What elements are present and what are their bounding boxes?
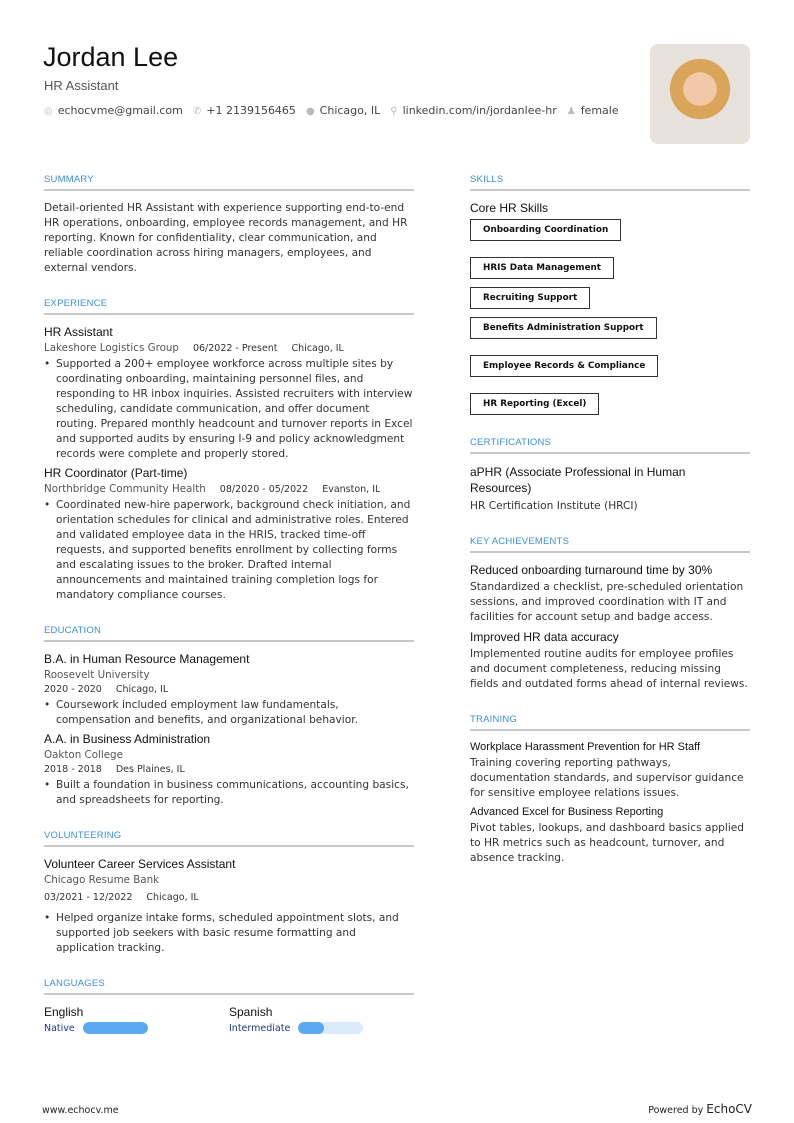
volunteering-section bbox=[44, 830, 414, 956]
skill-tag: Benefits Administration Support bbox=[470, 317, 657, 339]
location: Des Plaines, IL bbox=[115, 764, 185, 775]
profile-photo bbox=[650, 44, 750, 144]
certification-issuer: HR Certification Institute (HRCI) bbox=[470, 500, 638, 512]
section-heading: SUMMARY bbox=[44, 174, 414, 191]
location-icon: ● bbox=[305, 106, 315, 117]
skill-tag: Onboarding Coordination bbox=[470, 219, 621, 241]
achievements-section bbox=[470, 536, 750, 692]
contact-phone[interactable]: ✆ +1 2139156465 bbox=[192, 104, 296, 117]
at-icon: ◎ bbox=[44, 106, 53, 117]
training-text: Pivot tables, lookups, and dashboard basics applied to HR metrics such as headcount, turnover, and absence tracking. bbox=[470, 822, 745, 864]
section-heading: EXPERIENCE bbox=[44, 298, 414, 315]
achievement-text: Implemented routine audits for employee profiles and document completeness, reducing missing fields and outdated forms ahead of internal reviews. bbox=[470, 648, 748, 690]
candidate-name: Jordan Lee bbox=[43, 42, 179, 72]
company: Northbridge Community Health bbox=[44, 483, 206, 495]
bullet: • Coursework included employment law fundamentals, compensation and benefits, and organizational behavior. bbox=[44, 698, 414, 728]
dates: 2018 - 2018 bbox=[44, 764, 102, 775]
certifications-section bbox=[470, 437, 750, 514]
location: Chicago, IL bbox=[146, 892, 199, 903]
experience-item bbox=[44, 325, 414, 462]
skill-group: Core HR Skills bbox=[470, 201, 549, 215]
section-heading: LANGUAGES bbox=[44, 978, 414, 995]
brand-logo: EchoCV bbox=[706, 1102, 752, 1116]
job-role: HR Assistant bbox=[44, 325, 113, 339]
organization: Chicago Resume Bank bbox=[44, 874, 160, 886]
training-section bbox=[470, 714, 750, 866]
candidate-title: HR Assistant bbox=[44, 78, 119, 93]
language-item bbox=[229, 1005, 414, 1034]
achievement-title: Reduced onboarding turnaround time by 30% bbox=[470, 563, 713, 577]
language-level: Intermediate bbox=[229, 1022, 291, 1034]
summary-section bbox=[44, 174, 414, 276]
degree: A.A. in Business Administration bbox=[44, 732, 211, 746]
education-item bbox=[44, 732, 414, 808]
location: Chicago, IL bbox=[115, 684, 169, 695]
location: Evanston, IL bbox=[322, 484, 381, 495]
training-title: Workplace Harassment Prevention for HR Staff bbox=[470, 741, 701, 753]
proficiency-bar bbox=[298, 1022, 363, 1034]
experience-section bbox=[44, 298, 414, 603]
education-item bbox=[44, 652, 414, 728]
section-heading: VOLUNTEERING bbox=[44, 830, 414, 847]
dates: 06/2022 - Present bbox=[192, 343, 278, 354]
skill-tag: Employee Records & Compliance bbox=[470, 355, 658, 377]
language-name: Spanish bbox=[229, 1005, 273, 1019]
right-column bbox=[470, 174, 750, 888]
job-role: HR Coordinator (Part-time) bbox=[44, 466, 188, 480]
link-icon: ⚲ bbox=[390, 106, 398, 117]
company: Lakeshore Logistics Group bbox=[44, 342, 179, 354]
language-name: English bbox=[44, 1005, 84, 1019]
proficiency-bar bbox=[83, 1022, 148, 1034]
school: Oakton College bbox=[44, 749, 123, 761]
language-level: Native bbox=[44, 1022, 75, 1034]
degree: B.A. in Human Resource Management bbox=[44, 652, 250, 666]
section-heading: KEY ACHIEVEMENTS bbox=[470, 536, 750, 553]
bullet: • Coordinated new-hire paperwork, background check initiation, and orientation schedules for clinical and administrative roles. Entered and validated employee data in the HRIS, tracked time-off requests, and supported benefits enrollment by collecting forms and escalating issues to the broker. Drafted internal announcements and maintained training completion logs for mandatory compliance courses. bbox=[44, 498, 414, 603]
achievement-title: Improved HR data accuracy bbox=[470, 630, 619, 644]
skill-tag: HRIS Data Management bbox=[470, 257, 614, 279]
left-column bbox=[44, 174, 414, 1056]
phone-icon: ✆ bbox=[192, 106, 202, 117]
dates: 08/2020 - 05/2022 bbox=[219, 484, 309, 495]
contact-linkedin[interactable]: ⚲ linkedin.com/in/jordanlee-hr bbox=[390, 104, 557, 117]
school: Roosevelt University bbox=[44, 669, 150, 681]
volunteer-role: Volunteer Career Services Assistant bbox=[44, 857, 236, 871]
training-title: Advanced Excel for Business Reporting bbox=[470, 806, 664, 818]
summary-text: Detail-oriented HR Assistant with experience supporting end-to-end HR operations, onboarding, employee records management, and HR reporting. Known for confidentiality, clear communication, and reliable coordination across hiring managers, employees, and external vendors. bbox=[44, 202, 408, 274]
bullet: • Helped organize intake forms, scheduled appointment slots, and supported job seekers with basic resume formatting and application tracking. bbox=[44, 911, 414, 956]
language-item bbox=[44, 1005, 229, 1034]
experience-item bbox=[44, 466, 414, 603]
section-heading: EDUCATION bbox=[44, 625, 414, 642]
education-section bbox=[44, 625, 414, 808]
section-heading: SKILLS bbox=[470, 174, 750, 191]
bullet: • Supported a 200+ employee workforce across multiple sites by coordinating onboarding, maintaining personnel files, and responding to HR inbox inquiries. Assisted recruiters with interview scheduling, candidate communication, and offer document routing. Prepared monthly headcount and turnover reports in Excel and supported audits by ensuring I-9 and policy acknowledgment records were complete and properly stored. bbox=[44, 357, 414, 462]
skills-section bbox=[470, 174, 750, 415]
contact-email[interactable]: ◎ echocvme@gmail.com bbox=[44, 104, 183, 117]
contact-gender: ♟ female bbox=[566, 104, 619, 117]
section-heading: TRAINING bbox=[470, 714, 750, 731]
skill-tag: HR Reporting (Excel) bbox=[470, 393, 599, 415]
location: Chicago, IL bbox=[291, 343, 344, 354]
achievement-text: Standardized a checklist, pre-scheduled orientation sessions, and improved coordination with IT and facilities for account setup and badge access. bbox=[470, 581, 744, 623]
footer-powered-by: Powered by EchoCV bbox=[648, 1102, 752, 1116]
dates: 2020 - 2020 bbox=[44, 684, 102, 695]
bullet: • Built a foundation in business communications, accounting basics, and spreadsheets for reporting. bbox=[44, 778, 414, 808]
contact-location: ● Chicago, IL bbox=[305, 104, 381, 117]
person-icon: ♟ bbox=[566, 106, 576, 117]
skill-tag: Recruiting Support bbox=[470, 287, 590, 309]
contact-list bbox=[44, 104, 619, 117]
dates: 03/2021 - 12/2022 bbox=[44, 892, 133, 903]
section-heading: CERTIFICATIONS bbox=[470, 437, 750, 454]
languages-section bbox=[44, 978, 414, 1034]
footer-site-link[interactable]: www.echocv.me bbox=[42, 1105, 119, 1116]
certification-name: aPHR (Associate Professional in Human Resources) bbox=[470, 465, 686, 495]
training-text: Training covering reporting pathways, documentation standards, and supervisor guidance for sensitive employee relations issues. bbox=[470, 757, 744, 799]
